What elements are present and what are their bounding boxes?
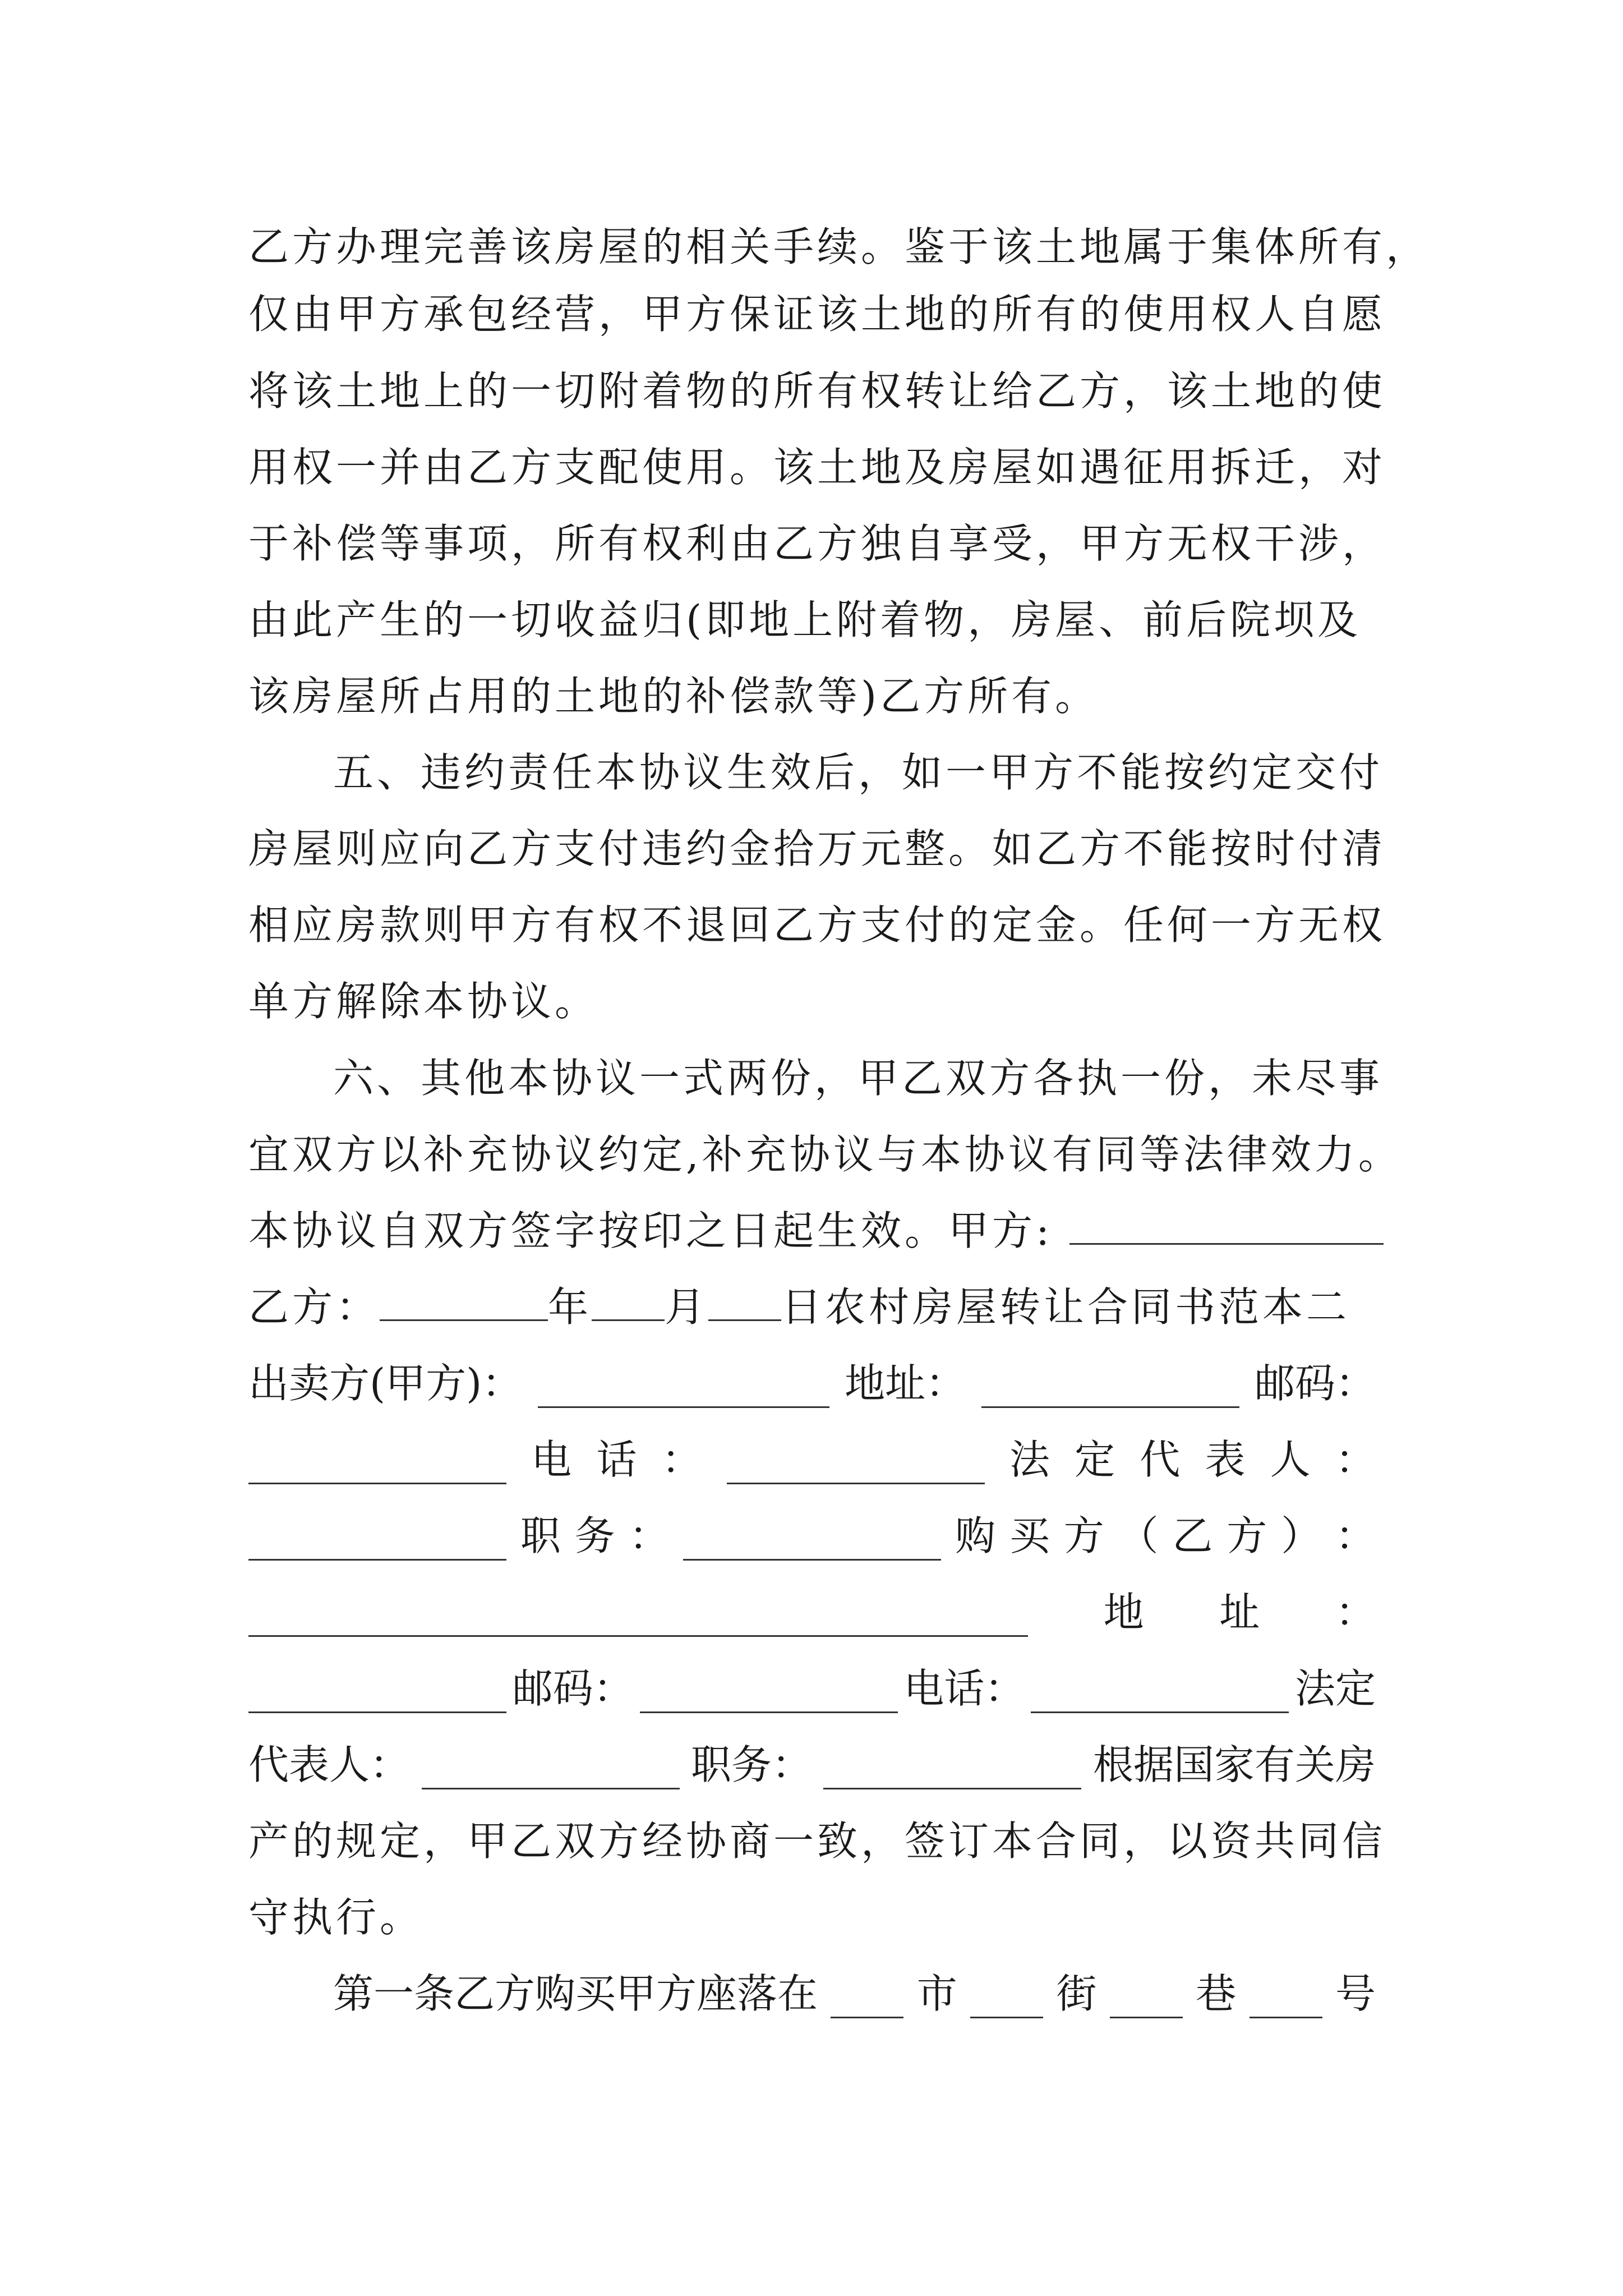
seller-line [248,1350,1376,1417]
seller-blank [538,1370,829,1408]
paragraph-line: 由此产生的一切收益归(即地上附着物，房屋、前后院坝及 [248,596,1362,643]
buyer-title-blank [823,1752,1081,1789]
party-a-blank [1069,1207,1384,1245]
buyer-zip-line [248,1655,1376,1722]
article-one-line [333,1960,1376,2027]
address-label: 地址： [845,1360,966,1407]
sign-line [248,1197,1376,1264]
buyer-label-colon: ： [1335,1512,1376,1559]
paragraph-line: 将该土地上的一切附着物的所有权转让给乙方，该土地的使 [248,367,1386,415]
paragraph-line: 相应房款则甲方有权不退回乙方支付的定金。任何一方无权 [248,901,1386,949]
zip-blank [248,1447,506,1484]
buyer-phone-label: 电话： [903,1665,1025,1712]
legal-rep-label-colon: ： [1335,1436,1376,1483]
section-heading-other: 六、其他本协议一式两份，甲乙双方各执一份，未尽事 [333,1055,1384,1102]
buyer-label-char: 买 [1009,1512,1050,1559]
phone-label-char: 话 [596,1436,637,1483]
sign-line-text: 本协议自双方签字按印之日起生效。甲方: [248,1207,1053,1254]
paragraph-line: 乙方办理完善该房屋的相关手续。鉴于该土地属于集体所有， [248,223,1430,270]
buyer-zip-blank [640,1676,898,1713]
buyer-phone-blank [1031,1676,1289,1713]
buyer-label-char: 乙 [1172,1512,1213,1559]
city-blank [831,1981,903,2018]
zip-label: 邮码： [1254,1360,1376,1407]
buyer-label-char: 方 [1227,1512,1267,1559]
title-label-char: 职 [520,1512,561,1559]
paragraph-line: 房屋则应向乙方支付违约金拾万元整。如乙方不能按时付清 [248,825,1386,872]
paragraph-line: 于补偿等事项，所有权利由乙方独自享受，甲方无权干涉， [248,520,1386,567]
phone-line [248,1426,1376,1493]
buyer-rep-line [248,1731,1376,1798]
party-b-label: 乙方： [248,1283,380,1331]
buyer-label-char: 购 [955,1512,996,1559]
paragraph-line: 宜双方以补充协议约定,补充协议与本协议有同等法律效力。 [248,1131,1402,1178]
contract-title-text: 日农村房屋转让合同书范本二 [781,1283,1350,1331]
duty-line [248,1502,1376,1570]
party-b-blank [380,1283,548,1321]
phone-label-char: 电 [531,1436,572,1483]
buyer-rep-label: 代表人： [248,1741,411,1788]
date-line [248,1273,1376,1341]
legal-rep-label-char: 定 [1075,1436,1115,1483]
legal-rep-blank [248,1523,506,1561]
buyer-rep-blank [422,1752,680,1789]
address-blank [981,1370,1239,1408]
buyer-address-label-char: 址 [1219,1589,1260,1636]
title-label-colon: ： [629,1512,670,1559]
city-label: 市 [916,1970,957,2017]
paragraph-line: 该房屋所占用的土地的补偿款等)乙方所有。 [248,673,1099,720]
paragraph-line: 产的规定，甲乙双方经协商一致，签订本合同，以资共同信 [248,1818,1386,1865]
article-one-text: 第一条乙方购买甲方座落在 [333,1970,818,2017]
street-label: 街 [1056,1970,1097,2017]
number-blank [1249,1981,1322,2018]
legal-rep-label-char: 表 [1205,1436,1246,1483]
lane-label: 巷 [1196,1970,1237,2017]
phone-blank [727,1447,985,1484]
seller-label: 出卖方(甲方)： [248,1360,523,1407]
phone-label-colon: ： [661,1436,702,1483]
buyer-address-label-colon: ： [1335,1589,1376,1636]
month-label: 月 [665,1283,709,1331]
buyer-legal-label: 法定 [1294,1665,1376,1712]
title-blank [683,1523,941,1561]
buyer-title-label: 职务： [690,1741,812,1788]
year-label: 年 [548,1283,592,1331]
buyer-label-char: ） [1281,1512,1322,1559]
paragraph-line: 守执行。 [248,1894,424,1941]
legal-rep-label-char: 代 [1140,1436,1181,1483]
lane-blank [1110,1981,1183,2018]
paragraph-line: 仅由甲方承包经营，甲方保证该土地的所有的使用权人自愿 [248,291,1386,338]
legal-rep-label-char: 人 [1270,1436,1311,1483]
street-blank [970,1981,1043,2018]
buyer-address-blank [248,1676,506,1713]
number-label: 号 [1335,1970,1376,2017]
title-label-char: 务 [574,1512,615,1559]
preamble-text: 根据国家有关房 [1092,1741,1376,1788]
buyer-address-label-char: 地 [1103,1589,1144,1636]
buyer-label-char: 方 [1063,1512,1104,1559]
month-blank [592,1283,665,1321]
paragraph-line: 单方解除本协议。 [248,978,599,1025]
paragraph-line: 用权一并由乙方支配使用。该土地及房屋如遇征用拆迁，对 [248,444,1386,491]
buyer-zip-label: 邮码： [512,1665,634,1712]
buyer-address-line [248,1579,1376,1646]
legal-rep-label-char: 法 [1009,1436,1050,1483]
section-heading-breach: 五、违约责任本协议生效后，如一甲方不能按约定交付 [333,749,1384,796]
buyer-label-char: （ [1118,1512,1159,1559]
day-blank [708,1283,781,1321]
buyer-blank [248,1599,1028,1637]
